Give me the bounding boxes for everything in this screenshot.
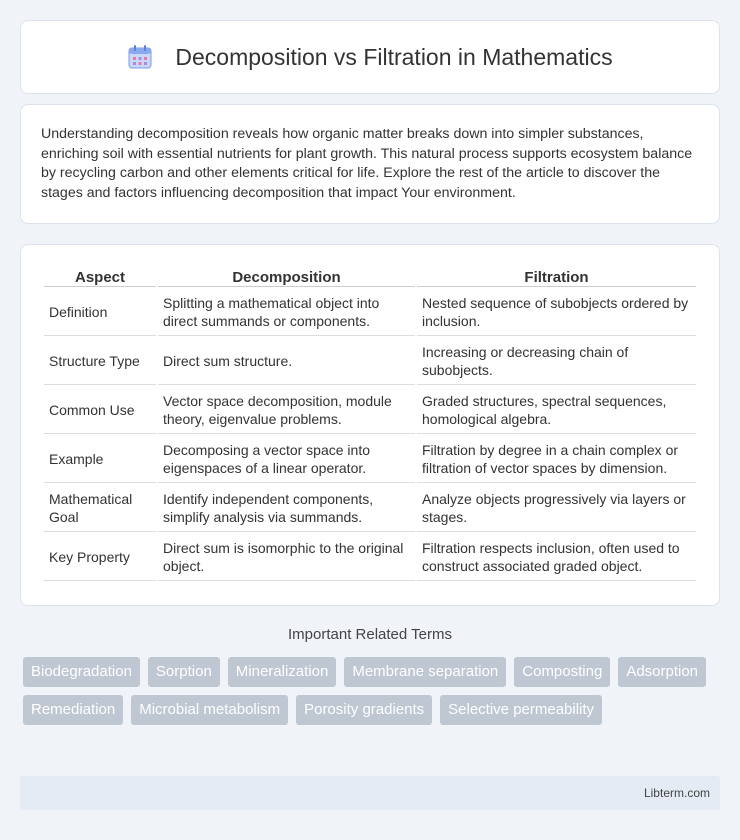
related-terms-list (23, 657, 723, 725)
term-tag[interactable]: Mineralization (228, 657, 337, 687)
cell-decomposition: Decomposing a vector space into eigenspaces of a linear operator. (158, 436, 415, 483)
cell-filtration: Increasing or decreasing chain of subobjects. (417, 338, 696, 385)
cell-decomposition: Identify independent components, simplify analysis via summands. (158, 485, 415, 532)
table-row (44, 387, 696, 434)
table-row (44, 289, 696, 336)
cell-filtration: Graded structures, spectral sequences, homological algebra. (417, 387, 696, 434)
header-card (20, 20, 720, 94)
header-filtration: Filtration (417, 267, 696, 287)
cell-decomposition: Direct sum structure. (158, 338, 415, 385)
cell-filtration: Filtration by degree in a chain complex or filtration of vector spaces by dimension. (417, 436, 696, 483)
calendar-icon (127, 44, 153, 70)
cell-aspect: Key Property (44, 534, 156, 581)
cell-aspect: Mathematical Goal (44, 485, 156, 532)
table-header-row (44, 267, 696, 287)
term-tag[interactable]: Adsorption (618, 657, 706, 687)
table-row (44, 485, 696, 532)
comparison-table (42, 265, 698, 583)
cell-filtration: Analyze objects progressively via layers or stages. (417, 485, 696, 532)
cell-aspect: Example (44, 436, 156, 483)
cell-decomposition: Vector space decomposition, module theory, eigenvalue problems. (158, 387, 415, 434)
table-row (44, 534, 696, 581)
cell-aspect: Structure Type (44, 338, 156, 385)
intro-text: Understanding decomposition reveals how organic matter breaks down into simpler substances, enriching soil with essential nutrients for plant growth. This natural process supports ecosystem balance by recycling carbon and other elements critical for life. Explore the rest of the article to discover the stages and factors influencing decomposition that impact Your environment. (41, 126, 693, 201)
term-tag[interactable]: Selective permeability (440, 695, 602, 725)
page-title: Decomposition vs Filtration in Mathematics (175, 43, 613, 70)
cell-aspect: Definition (44, 289, 156, 336)
related-terms-title: Important Related Terms (288, 626, 452, 643)
term-tag[interactable]: Biodegradation (23, 657, 140, 687)
cell-filtration: Filtration respects inclusion, often used to construct associated graded object. (417, 534, 696, 581)
footer (20, 776, 720, 810)
header-aspect: Aspect (44, 267, 156, 287)
cell-decomposition: Direct sum is isomorphic to the original object. (158, 534, 415, 581)
footer-site-link[interactable]: Libterm.com (643, 786, 710, 800)
header-decomposition: Decomposition (158, 267, 415, 287)
table-row (44, 338, 696, 385)
cell-decomposition: Splitting a mathematical object into direct summands or components. (158, 289, 415, 336)
term-tag[interactable]: Sorption (148, 657, 220, 687)
term-tag[interactable]: Remediation (23, 695, 123, 725)
term-tag[interactable]: Porosity gradients (296, 695, 432, 725)
table-row (44, 436, 696, 483)
term-tag[interactable]: Membrane separation (344, 657, 506, 687)
cell-aspect: Common Use (44, 387, 156, 434)
intro-card (20, 104, 720, 224)
term-tag[interactable]: Composting (514, 657, 610, 687)
cell-filtration: Nested sequence of subobjects ordered by inclusion. (417, 289, 696, 336)
comparison-table-card (20, 244, 720, 606)
term-tag[interactable]: Microbial metabolism (131, 695, 288, 725)
